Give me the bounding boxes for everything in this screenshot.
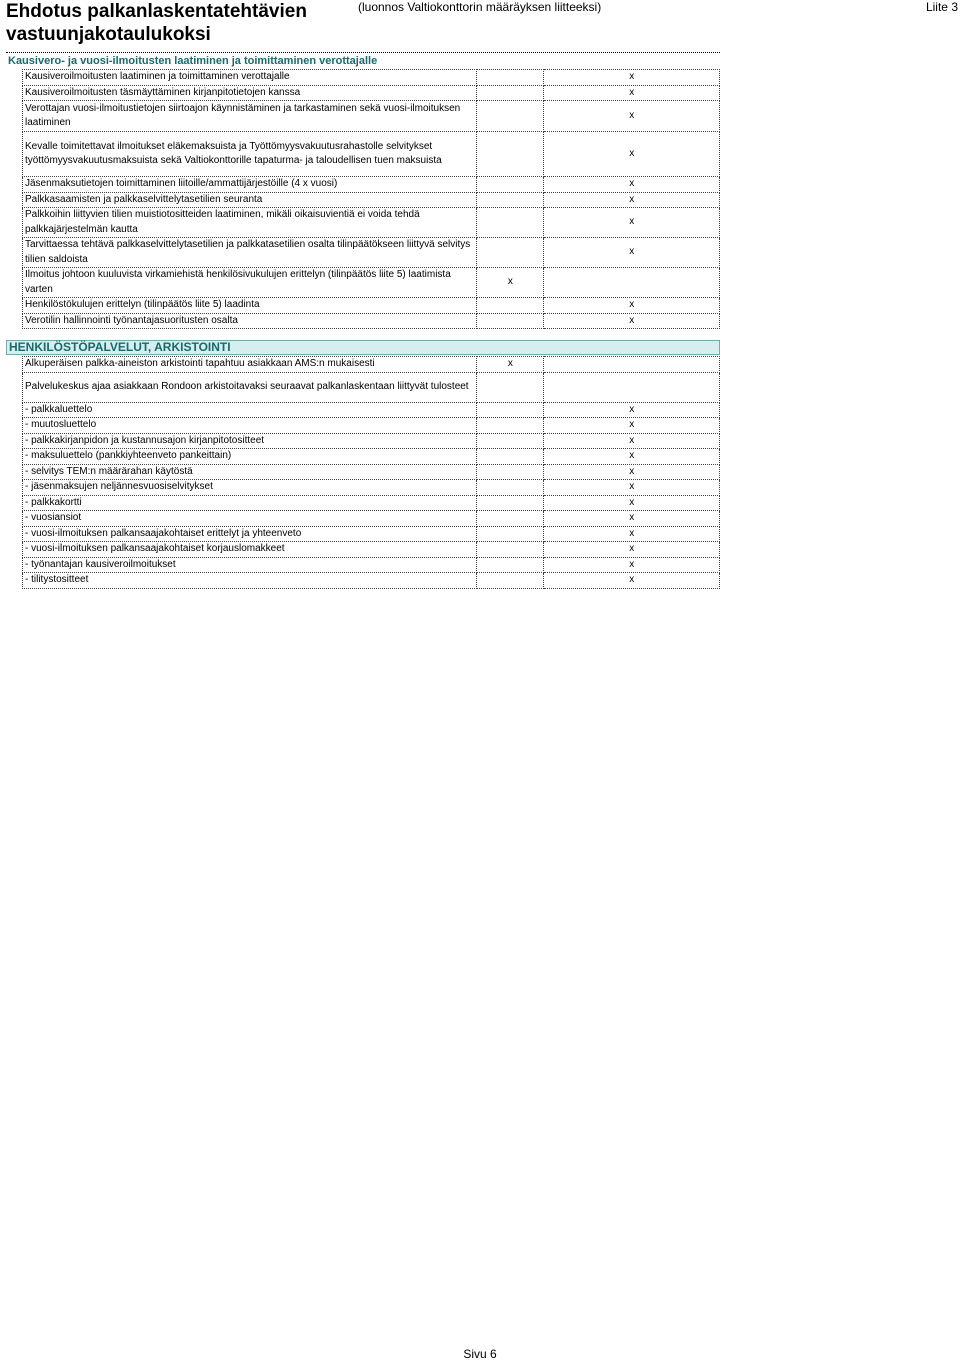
row-description: Verottajan vuosi-ilmoitustietojen siirtoajon käynnistäminen ja tarkastaminen sekä vuosi-ilmoituksen laatiminen bbox=[23, 101, 477, 132]
row-description: Palkkoihin liittyvien tilien muistiotositteiden laatiminen, mikäli oikaisuvientiä ei voida tehdä palkkajärjestelmän kautta bbox=[23, 208, 477, 238]
responsibility-cell-1 bbox=[477, 464, 544, 480]
page-number: Sivu 6 bbox=[463, 1347, 497, 1361]
table-row bbox=[23, 433, 720, 449]
responsibility-cell-2: x bbox=[544, 526, 720, 542]
row-description: - vuosiansiot bbox=[23, 511, 477, 527]
responsibility-cell-2: x bbox=[544, 238, 720, 268]
responsibility-cell-1: x bbox=[477, 357, 544, 373]
responsibility-cell-2: x bbox=[544, 557, 720, 573]
table-row bbox=[23, 177, 720, 193]
responsibility-cell-1 bbox=[477, 177, 544, 193]
responsibility-cell-1 bbox=[477, 526, 544, 542]
row-description: - vuosi-ilmoituksen palkansaajakohtaiset korjauslomakkeet bbox=[23, 542, 477, 558]
table-row bbox=[23, 192, 720, 208]
row-description: - palkkakirjanpidon ja kustannusajon kirjanpitotositteet bbox=[23, 433, 477, 449]
row-description: Kausiveroilmoitusten täsmäyttäminen kirjanpitotietojen kanssa bbox=[23, 85, 477, 101]
responsibility-cell-1 bbox=[477, 433, 544, 449]
table-row bbox=[23, 208, 720, 238]
row-description: Kausiveroilmoitusten laatiminen ja toimittaminen verottajalle bbox=[23, 70, 477, 86]
responsibility-cell-2: x bbox=[544, 433, 720, 449]
responsibility-cell-1 bbox=[477, 238, 544, 268]
responsibility-cell-2 bbox=[544, 268, 720, 298]
row-description: Henkilöstökulujen erittelyn (tilinpäätös liite 5) laadinta bbox=[23, 298, 477, 314]
responsibility-cell-2: x bbox=[544, 449, 720, 465]
page-subtitle: (luonnos Valtiokonttorin määräyksen liitteeksi) bbox=[358, 0, 602, 14]
responsibility-cell-1 bbox=[477, 573, 544, 589]
table-row bbox=[23, 85, 720, 101]
table-row bbox=[23, 70, 720, 86]
responsibility-cell-2: x bbox=[544, 298, 720, 314]
table-row bbox=[23, 495, 720, 511]
table-row bbox=[23, 298, 720, 314]
responsibility-cell-2: x bbox=[544, 542, 720, 558]
responsibility-cell-2: x bbox=[544, 208, 720, 238]
section2-heading: HENKILÖSTÖPALVELUT, ARKISTOINTI bbox=[9, 340, 231, 354]
responsibility-cell-1 bbox=[477, 313, 544, 329]
table-row bbox=[23, 101, 720, 132]
responsibility-cell-2: x bbox=[544, 101, 720, 132]
responsibility-cell-2: x bbox=[544, 480, 720, 496]
responsibility-cell-2 bbox=[544, 372, 720, 402]
row-description: Jäsenmaksutietojen toimittaminen liitoille/ammattijärjestöille (4 x vuosi) bbox=[23, 177, 477, 193]
responsibility-cell-2: x bbox=[544, 464, 720, 480]
responsibility-cell-2: x bbox=[544, 132, 720, 177]
table-row bbox=[23, 268, 720, 298]
row-description: - palkkaluettelo bbox=[23, 402, 477, 418]
section2-heading-bar bbox=[6, 340, 720, 355]
row-description: Kevalle toimitettavat ilmoitukset eläkemaksuista ja Työttömyysvakuutusrahastolle selvitykset työttömyysvakuutusmaksuista sekä Valtiokonttorille tapaturma- ja taloudellisen tuen maksuista bbox=[23, 132, 477, 177]
table-row bbox=[23, 372, 720, 402]
table-row bbox=[23, 418, 720, 434]
row-description: - vuosi-ilmoituksen palkansaajakohtaiset erittelyt ja yhteenveto bbox=[23, 526, 477, 542]
appendix-label: Liite 3 bbox=[925, 0, 958, 14]
table-row bbox=[23, 511, 720, 527]
row-description: - muutosluettelo bbox=[23, 418, 477, 434]
row-description: Verotilin hallinnointi työnantajasuoritusten osalta bbox=[23, 313, 477, 329]
row-description: - palkkakortti bbox=[23, 495, 477, 511]
responsibility-cell-1 bbox=[477, 192, 544, 208]
responsibility-cell-1 bbox=[477, 511, 544, 527]
table-row bbox=[23, 313, 720, 329]
section1-table bbox=[22, 69, 720, 329]
table-row bbox=[23, 480, 720, 496]
responsibility-cell-1 bbox=[477, 542, 544, 558]
responsibility-cell-2: x bbox=[544, 192, 720, 208]
responsibility-cell-1 bbox=[477, 372, 544, 402]
table-row bbox=[23, 357, 720, 373]
row-description: - työnantajan kausiveroilmoitukset bbox=[23, 557, 477, 573]
section2-table bbox=[22, 356, 720, 589]
row-description: Alkuperäisen palkka-aineiston arkistointi tapahtuu asiakkaan AMS:n mukaisesti bbox=[23, 357, 477, 373]
responsibility-cell-2: x bbox=[544, 313, 720, 329]
page-title: Ehdotus palkanlaskentatehtävien vastuunjakotaulukoksi bbox=[6, 1, 307, 45]
table-row bbox=[23, 402, 720, 418]
row-description: - maksuluettelo (pankkiyhteenveto pankeittain) bbox=[23, 449, 477, 465]
table-row bbox=[23, 132, 720, 177]
table-row bbox=[23, 542, 720, 558]
row-description: - tilitystositteet bbox=[23, 573, 477, 589]
table-row bbox=[23, 238, 720, 268]
responsibility-cell-1: x bbox=[477, 268, 544, 298]
responsibility-cell-1 bbox=[477, 480, 544, 496]
responsibility-cell-1 bbox=[477, 132, 544, 177]
table-row bbox=[23, 557, 720, 573]
responsibility-cell-2: x bbox=[544, 495, 720, 511]
section1-heading: Kausivero- ja vuosi-ilmoitusten laatiminen ja toimittaminen verottajalle bbox=[8, 55, 378, 67]
responsibility-cell-1 bbox=[477, 70, 544, 86]
table-row bbox=[23, 573, 720, 589]
responsibility-cell-2 bbox=[544, 357, 720, 373]
responsibility-cell-1 bbox=[477, 101, 544, 132]
responsibility-cell-2: x bbox=[544, 85, 720, 101]
responsibility-cell-2: x bbox=[544, 573, 720, 589]
responsibility-cell-1 bbox=[477, 557, 544, 573]
responsibility-cell-1 bbox=[477, 298, 544, 314]
responsibility-cell-1 bbox=[477, 402, 544, 418]
responsibility-cell-2: x bbox=[544, 177, 720, 193]
table-row bbox=[23, 526, 720, 542]
responsibility-cell-2: x bbox=[544, 511, 720, 527]
row-description: Ilmoitus johtoon kuuluvista virkamiehistä henkilösivukulujen erittelyn (tilinpäätös liite 5) laatimista varten bbox=[23, 268, 477, 298]
table-row bbox=[23, 449, 720, 465]
row-description: Tarvittaessa tehtävä palkkaselvittelytasetilien ja palkkatasetilien osalta tilinpäätökseen liittyvä selvitys tilien saldoista bbox=[23, 238, 477, 268]
responsibility-cell-2: x bbox=[544, 418, 720, 434]
row-description: Palvelukeskus ajaa asiakkaan Rondoon arkistoitavaksi seuraavat palkanlaskentaan liittyvät tulosteet bbox=[23, 372, 477, 402]
row-description: - selvitys TEM:n määrärahan käytöstä bbox=[23, 464, 477, 480]
responsibility-cell-1 bbox=[477, 495, 544, 511]
responsibility-cell-1 bbox=[477, 449, 544, 465]
responsibility-cell-1 bbox=[477, 85, 544, 101]
row-description: - jäsenmaksujen neljännesvuosiselvitykset bbox=[23, 480, 477, 496]
table-row bbox=[23, 464, 720, 480]
row-description: Palkkasaamisten ja palkkaselvittelytasetilien seuranta bbox=[23, 192, 477, 208]
responsibility-cell-2: x bbox=[544, 402, 720, 418]
responsibility-cell-2: x bbox=[544, 70, 720, 86]
responsibility-cell-1 bbox=[477, 418, 544, 434]
responsibility-cell-1 bbox=[477, 208, 544, 238]
header-divider bbox=[6, 52, 720, 53]
